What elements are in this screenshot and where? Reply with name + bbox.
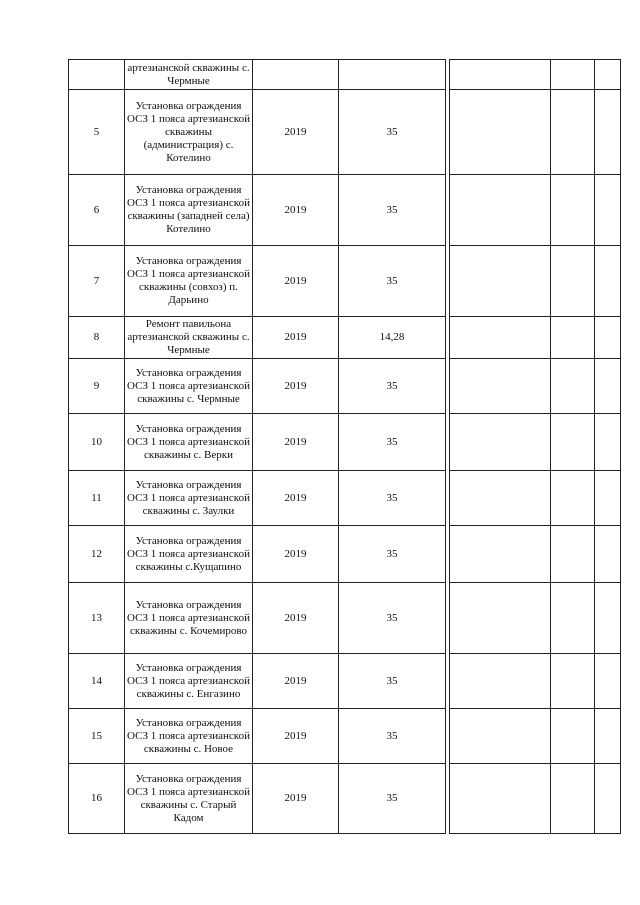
amount-cell (339, 709, 446, 764)
row-number-text: 7 (93, 274, 100, 287)
empty-cell-b (551, 90, 595, 175)
empty-cell-a (450, 175, 551, 246)
amount-cell (339, 175, 446, 246)
work-name-cell (125, 246, 253, 317)
table-row (69, 526, 621, 583)
year-text: 2019 (284, 379, 307, 392)
amount-text: 35 (386, 674, 398, 687)
amount-text: 35 (386, 792, 398, 804)
table-row (69, 246, 621, 317)
year-cell (253, 654, 339, 709)
year-cell (253, 526, 339, 583)
empty-cell-c (595, 317, 621, 359)
amount-text: 35 (386, 547, 398, 560)
empty-cell-b (551, 654, 595, 709)
amount-text: 35 (386, 435, 398, 448)
work-name-text: Установка ограждения ОСЗ 1 пояса артезианской скважины с. Верки (127, 422, 250, 461)
row-number-cell (69, 414, 125, 471)
year-text: 2019 (284, 203, 307, 216)
row-number-cell (69, 526, 125, 583)
table-row (69, 359, 621, 414)
empty-cell-c (595, 526, 621, 583)
empty-cell-b (551, 471, 595, 526)
work-name-cell (125, 709, 253, 764)
empty-cell-c (595, 246, 621, 317)
row-number-cell (69, 246, 125, 317)
empty-cell-b (551, 764, 595, 834)
row-number-text: 8 (93, 331, 100, 343)
amount-cell (339, 471, 446, 526)
year-text: 2019 (284, 491, 307, 504)
amount-text: 35 (386, 379, 398, 392)
work-name-text: Установка ограждения ОСЗ 1 пояса артезианской скважины с. Заулки (127, 478, 250, 517)
row-number-cell (69, 471, 125, 526)
year-text: 2019 (284, 331, 307, 343)
table-row (69, 764, 621, 834)
year-cell (253, 414, 339, 471)
table-row (69, 414, 621, 471)
empty-cell-c (595, 654, 621, 709)
work-name-cell (125, 414, 253, 471)
work-name-cell (125, 471, 253, 526)
row-number-text: 12 (91, 547, 102, 560)
work-name-cell (125, 90, 253, 175)
year-text: 2019 (284, 729, 307, 742)
row-number-text: 11 (91, 491, 102, 504)
row-number-text: 5 (93, 125, 100, 138)
empty-cell-c (595, 175, 621, 246)
row-number-text: 10 (91, 435, 102, 448)
amount-text: 35 (386, 203, 398, 216)
empty-cell-a (450, 60, 551, 90)
row-number-cell (69, 764, 125, 834)
work-name-text: артезианской скважины с. Чермные (127, 61, 250, 87)
amount-cell (339, 764, 446, 834)
amount-text: 35 (386, 491, 398, 504)
empty-cell-c (595, 90, 621, 175)
amount-cell (339, 359, 446, 414)
year-cell (253, 764, 339, 834)
year-text: 2019 (284, 792, 307, 804)
empty-cell-a (450, 764, 551, 834)
amount-text: 35 (386, 611, 398, 624)
empty-cell-b (551, 359, 595, 414)
empty-cell-c (595, 583, 621, 654)
row-number-text: 13 (91, 611, 102, 624)
work-name-text: Установка ограждения ОСЗ 1 пояса артезианской скважины с. Кочемирово (127, 598, 250, 637)
row-number-text: 14 (91, 674, 102, 687)
year-text: 2019 (284, 274, 307, 287)
work-name-cell (125, 526, 253, 583)
empty-cell-a (450, 317, 551, 359)
work-name-cell (125, 583, 253, 654)
empty-cell-b (551, 583, 595, 654)
amount-cell (339, 60, 446, 90)
empty-cell-a (450, 654, 551, 709)
amount-cell (339, 583, 446, 654)
table-body (69, 60, 621, 834)
amount-cell (339, 414, 446, 471)
work-name-text: Установка ограждения ОСЗ 1 пояса артезианской скважины с. Чермные (127, 366, 250, 405)
empty-cell-b (551, 246, 595, 317)
year-cell (253, 90, 339, 175)
work-name-text: Установка ограждения ОСЗ 1 пояса артезианской скважины (совхоз) п. Дарьино (127, 255, 250, 306)
table-row (69, 471, 621, 526)
year-cell (253, 317, 339, 359)
row-number-cell (69, 709, 125, 764)
year-cell (253, 359, 339, 414)
empty-cell-c (595, 764, 621, 834)
row-number-cell (69, 60, 125, 90)
work-name-text: Установка ограждения ОСЗ 1 пояса артезианской скважины (администрация) с. Котелино (127, 99, 250, 164)
amount-text: 35 (386, 729, 398, 742)
year-cell (253, 175, 339, 246)
empty-cell-a (450, 471, 551, 526)
table-row (69, 317, 621, 359)
row-number-cell (69, 317, 125, 359)
amount-cell (339, 90, 446, 175)
amount-cell (339, 246, 446, 317)
empty-cell-b (551, 60, 595, 90)
work-name-text: Установка ограждения ОСЗ 1 пояса артезианской скважины с. Енгазино (127, 661, 250, 700)
works-table (68, 59, 621, 834)
work-name-cell (125, 175, 253, 246)
row-number-cell (69, 175, 125, 246)
work-name-cell (125, 764, 253, 834)
empty-cell-a (450, 90, 551, 175)
work-name-text: Установка ограждения ОСЗ 1 пояса артезианской скважины с.Кущапино (127, 534, 250, 573)
year-text: 2019 (284, 611, 307, 624)
empty-cell-a (450, 583, 551, 654)
amount-text: 14,28 (379, 331, 405, 343)
row-number-cell (69, 583, 125, 654)
document-page (68, 59, 621, 834)
table-row (69, 583, 621, 654)
work-name-cell (125, 317, 253, 359)
work-name-text: Установка ограждения ОСЗ 1 пояса артезианской скважины (западней села) Котелино (127, 184, 250, 235)
empty-cell-c (595, 471, 621, 526)
row-number-cell (69, 654, 125, 709)
row-number-cell (69, 90, 125, 175)
empty-cell-a (450, 414, 551, 471)
empty-cell-a (450, 709, 551, 764)
year-text: 2019 (284, 125, 307, 138)
work-name-cell (125, 359, 253, 414)
row-number-text: 16 (91, 792, 102, 804)
empty-cell-b (551, 317, 595, 359)
work-name-cell (125, 654, 253, 709)
empty-cell-c (595, 60, 621, 90)
empty-cell-b (551, 175, 595, 246)
year-cell (253, 709, 339, 764)
year-cell (253, 583, 339, 654)
row-number-text: 6 (93, 203, 100, 216)
amount-cell (339, 317, 446, 359)
year-cell (253, 471, 339, 526)
year-cell (253, 246, 339, 317)
work-name-cell (125, 60, 253, 90)
work-name-text: Установка ограждения ОСЗ 1 пояса артезианской скважины с. Старый Кадом (127, 772, 250, 824)
row-number-text: 15 (91, 729, 102, 742)
year-text: 2019 (284, 674, 307, 687)
work-name-text: Ремонт павильона артезианской скважины с. Чермные (127, 318, 250, 356)
table-row (69, 709, 621, 764)
empty-cell-b (551, 709, 595, 764)
row-number-text: 9 (93, 379, 100, 392)
empty-cell-c (595, 414, 621, 471)
work-name-text: Установка ограждения ОСЗ 1 пояса артезианской скважины с. Новое (127, 716, 250, 755)
year-cell (253, 60, 339, 90)
table-row (69, 175, 621, 246)
row-number-cell (69, 359, 125, 414)
table-row (69, 90, 621, 175)
amount-cell (339, 526, 446, 583)
table-row (69, 60, 621, 90)
amount-text: 35 (386, 125, 398, 138)
year-text: 2019 (284, 547, 307, 560)
table-row (69, 654, 621, 709)
year-text: 2019 (284, 435, 307, 448)
empty-cell-a (450, 526, 551, 583)
empty-cell-c (595, 709, 621, 764)
empty-cell-b (551, 414, 595, 471)
amount-cell (339, 654, 446, 709)
empty-cell-a (450, 246, 551, 317)
amount-text: 35 (386, 274, 398, 287)
empty-cell-c (595, 359, 621, 414)
empty-cell-a (450, 359, 551, 414)
empty-cell-b (551, 526, 595, 583)
